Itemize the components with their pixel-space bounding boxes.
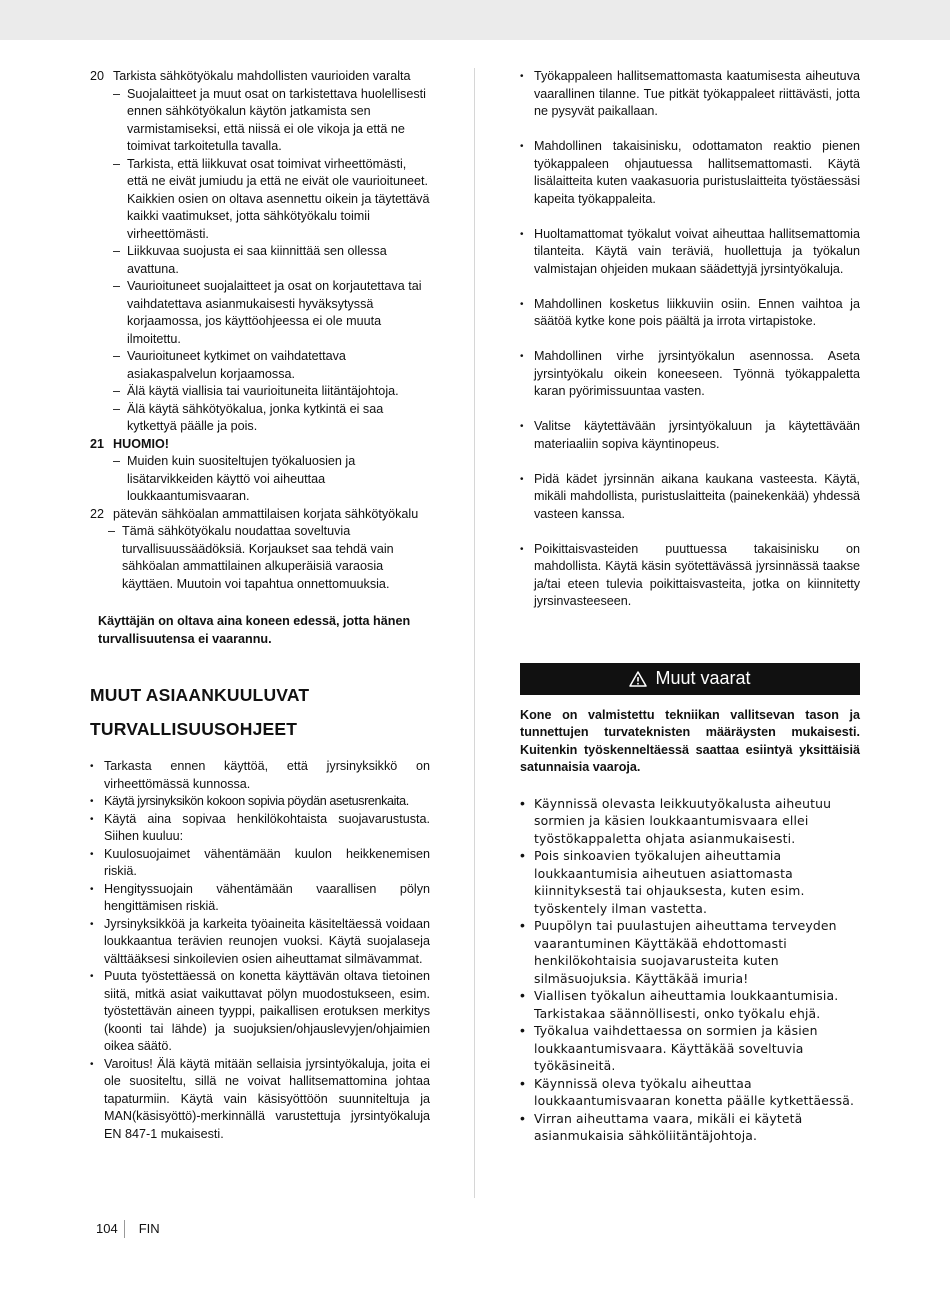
list-item: • Käynnissä oleva työkalu aiheuttaa loukkaantumisvaaran konetta päälle kytkettäessä. [520,1074,855,1108]
operator-note: Käyttäjän on oltava aina koneen edessä, jotta hänen turvallisuutensa ei vaarannu. [98,614,411,646]
item-20-points [90,86,430,436]
list-item: – Älä käytä viallisia tai vaurioituneita liitäntäjohtoja. [113,384,399,398]
list-item: • Poikittaisvasteiden puuttuessa takaisinisku on mahdollista. Käytä käsin syötettävässä jyrsinnässä taakse ja/tai eteen tulevia poikittaisvasteita, jotka on kiinnitetty jyrsinvasteeseen. [520,541,860,608]
section-title: Muut vaarat [655,667,751,688]
list-item: – Liikkuvaa suojusta ei saa kiinnittää sen ollessa avattuna. [113,244,387,276]
list-item: • Mahdollinen kosketus liikkuviin osiin. Ennen vaihtoa ja säätöä kytke kone pois päältä ja irrota virtapistoke. [520,296,860,328]
list-item: – Tarkista, että liikkuvat osat toimivat virheettömästi, että ne eivät jumiudu ja että ne eivät ole vaurioituneet. Kaikkien osien on oltava asennettu oikein ja täytettävä kaikki vaatimukset, jotta sähkötyökalu toimii virheettömästi. [113,156,430,241]
item-title: pätevän sähköalan ammattilaisen korjata sähkötyökalu [113,506,419,521]
right-column [520,68,860,1145]
list-item: • Puuta työstettäessä on konetta käyttävän oltava tietoinen siitä, mitkä asiat vaikuttavat pölyn muodostukseen, esim. työstettävän aineen tyyppi, paikallisen erotuksen merkitys (koonti tai lähde) ja suojuksien/ohjauslevyjen/ohjaimien oikea säätö. [90,969,430,1053]
list-item: • Kuulosuojaimet vähentämään kuulon heikkenemisen riskiä. [90,846,430,878]
item-22 [90,506,430,524]
page-number: 104 [96,1221,118,1237]
list-item: • Valitse käytettävään jyrsintyökaluun ja käytettävään materiaaliin sopiva käyntinopeus. [520,419,860,451]
list-item: • Käynnissä olevasta leikkuutyökalusta aiheutuu sormien ja käsien loukkaantumisvaara ellei työstökappaletta ohjata asianmukaisesti. [520,794,832,846]
item-20 [90,68,430,86]
list-item: – Vaurioituneet kytkimet on vaihdatettava asiakaspalvelun korjaamossa. [113,349,346,381]
list-item: • Viallisen työkalun aiheuttamia loukkaantumisia. Tarkistakaa säännöllisesti, onko työkalu ehjä. [520,987,839,1021]
list-item: • Mahdollinen virhe jyrsintyökalun asennossa. Aseta jyrsintyökalu oikein koneeseen. Työnnä työkappaletta karan pyörimissuuntaa vasten. [520,349,860,398]
list-item: • Työkalua vaihdettaessa on sormien ja käsien loukkaantumisvaara. Käyttäkää soveltuvia työkäsineitä. [520,1022,818,1073]
item-number: 20 [90,69,105,83]
hazard-bullets [520,68,860,611]
item-title: Tarkista sähkötyökalu mahdollisten vaurioiden varalta [113,69,411,83]
safety-bullets [90,758,430,1143]
list-item: • Pois sinkoavien työkalujen aiheuttamia loukkaantumisia aiheutuen asiattomasta kiinnityksestä tai ohjauksesta, kuten esim. työskentely ilman vastetta. [520,847,805,916]
item-21-points [90,453,430,506]
section-intro: Kone on valmistettu tekniikan vallitsevan tason ja tunnettujen turvateknisten määräysten mukaisesti. Kuitenkin työskenneltäessä saattaa esiintyä yksittäisiä satunnaisia vaaroja. [520,707,860,774]
section-header-other-hazards [520,663,860,695]
list-item: • Työkappaleen hallitsemattomasta kaatumisesta aiheutuva vaarallinen tilanne. Tue pitkät työkappaleet riittävästi, jotta ne pysyvät paikallaan. [520,69,860,118]
list-item: – Tämä sähkötyökalu noudattaa soveltuvia turvallisuussäädöksiä. Korjaukset saa tehdä vain sähköalan ammattilainen alkuperäisiä varaosia käyttäen. Muutoin voi tapahtua onnettomuuksia. [108,524,394,591]
item-22-points [90,523,430,593]
section-heading [90,684,430,740]
warning-triangle-icon [629,671,647,687]
left-column [90,68,430,1143]
top-bar [0,0,950,40]
list-item: – Vaurioituneet suojalaitteet ja osat on korjautettava tai vaihdatettava asianmukaisesti hyväksytyssä korjaamossa, jos käyttöohjeessa ei ole muuta ilmoitettu. [113,279,422,346]
item-number: 21 [90,436,105,451]
page-footer [96,1220,160,1238]
language-code: FIN [138,1221,160,1237]
item-title: HUOMIO! [113,436,169,451]
list-item: • Käytä aina sopivaa henkilökohtaista suojavarustusta. Siihen kuuluu: [90,811,430,843]
danger-list [520,795,860,1145]
list-item: – Suojalaitteet ja muut osat on tarkistettava huolellisesti ennen sähkötyökalun käytön jatkamista sen varmistamiseksi, että niissä ei ole vikoja ja että ne toimivat tarkoitetulla tavalla. [113,86,426,153]
column-divider [474,68,475,1198]
list-item: • Jyrsinyksikköä ja karkeita työaineita käsiteltäessä voidaan loukkaantua terävien reunojen vuoksi. Käytä suojalaseja välttääksesi sinkoilevien osien aiheuttamat silmävammat. [90,916,430,966]
footer-divider [124,1220,125,1238]
list-item: • Hengityssuojain vähentämään vaarallisen pölyn hengittämisen riskiä. [90,881,430,913]
heading-line-2: TURVALLISUUSOHJEET [90,719,298,739]
list-item: • Virran aiheuttama vaara, mikäli ei käytetä asianmukaisia sähköliitäntäjohtoja. [520,1109,803,1143]
list-item: • Mahdollinen takaisinisku, odottamaton reaktio pienen työkappaleen ohjautuessa hallitsemattomasti. Käytä lisälaitteita kuten vaakasuoria puristuslaitteita työstäessäsi kapeita työkappaleita. [520,139,860,206]
item-number: 22 [90,506,105,521]
list-item: • Puupölyn tai puulastujen aiheuttama terveyden vaarantuminen Käyttäkää ehdottomasti henkilökohtaisia suojavarusteita kuten silmäsuojuksia. Käyttäkää imuria! [520,917,837,986]
heading-line-1: MUUT ASIAANKUULUVAT [90,685,310,705]
item-21 [90,436,430,454]
list-item: • Huoltamattomat työkalut voivat aiheuttaa hallitsemattomia tilanteita. Käytä vain teräviä, huollettuja ja työkalun valmistajan ohjeiden mukaan säädettyjä jyrsintyökaluja. [520,226,860,276]
list-item: • Varoitus! Älä käytä mitään sellaisia jyrsintyökaluja, joita ei ole suositeltu, sillä ne voivat hallitsemattomina johtaa tapaturmiin. Käytä vain käsisyöttöön suunniteltuja ja MAN(käsisyöttö)-merkinnällä varustettuja jyrsintyökaluja EN 847-1 mukaisesti. [90,1056,430,1141]
list-item: • Tarkasta ennen käyttöä, että jyrsinyksikkö on virheettömässä kunnossa. [90,759,430,791]
list-item: • Käytä jyrsinyksikön kokoon sopivia pöydän asetusrenkaita. [90,794,409,808]
list-item: • Pidä kädet jyrsinnän aikana kaukana vasteesta. Käytä, mikäli mahdollista, puristuslaitteita (painekenkää) yhdessä vasteen kanssa. [520,471,860,521]
list-item: – Muiden kuin suositeltujen työkaluosien ja lisätarvikkeiden käyttö voi aiheuttaa loukkaantumisvaaran. [113,454,356,503]
list-item: – Älä käytä sähkötyökalua, jonka kytkintä ei saa kytkettyä päälle ja pois. [113,401,384,433]
